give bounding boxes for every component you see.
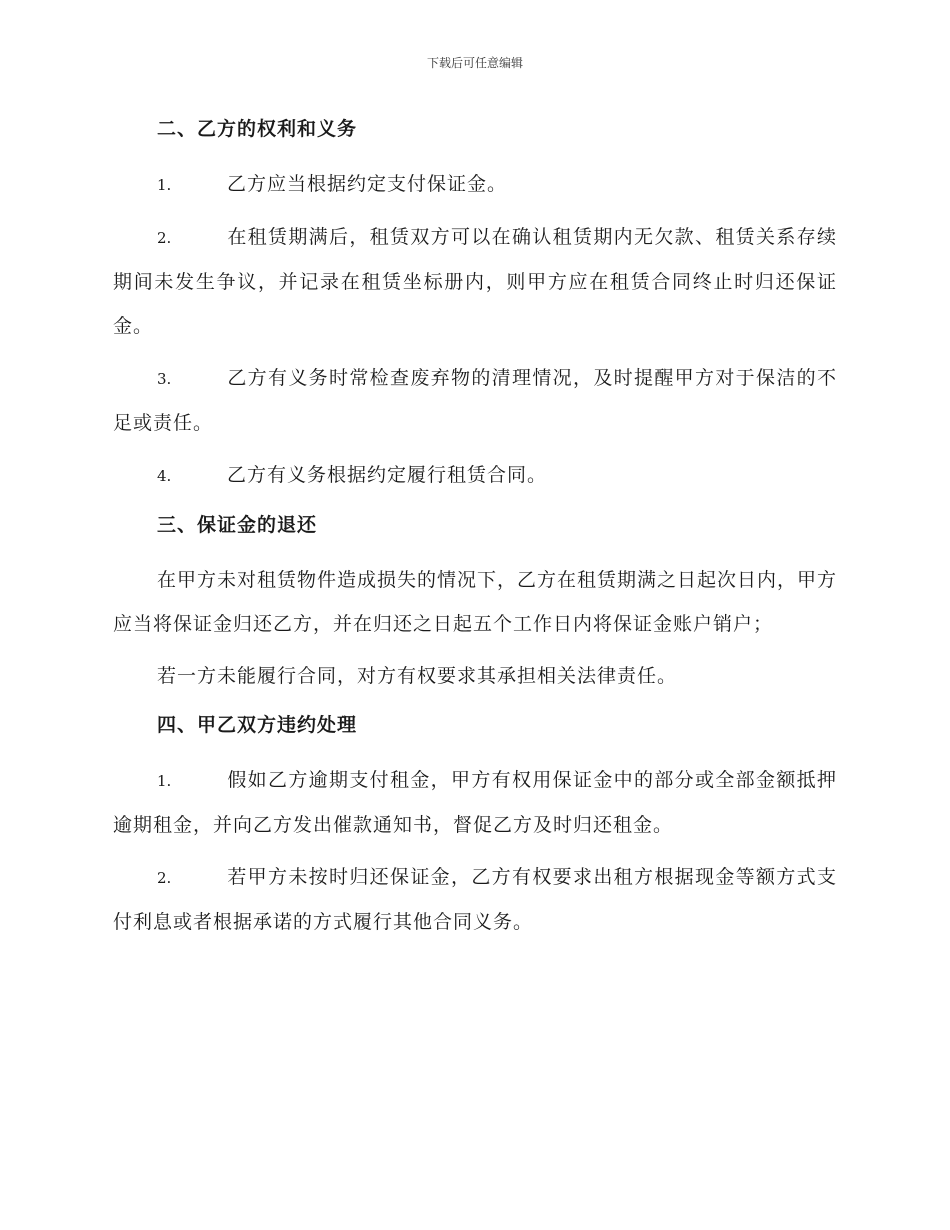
paragraph: 若一方未能履行合同，对方有权要求其承担相关法律责任。 [157,665,678,687]
item-text: 乙方应当根据约定支付保证金。 [227,173,508,195]
list-item [113,162,837,207]
item-number: 2. [157,869,172,887]
item-text: 乙方有义务时常检查废弃物的清理情况，及时提醒甲方对于保洁的不足或责任。 [113,367,837,434]
list-item [113,453,837,498]
item-text: 在租赁期满后，租赁双方可以在确认租赁期内无欠款、租赁关系存续期间未发生争议，并记录在租赁坐标册内，则甲方应在租赁合同终止时归还保证金。 [113,226,837,337]
section-heading-2: 二、乙方的权利和义务 [157,118,358,140]
list-item [113,215,837,348]
item-number: 3. [157,370,172,388]
item-number: 1. [157,772,172,790]
item-text: 若甲方未按时归还保证金，乙方有权要求出租方根据现金等额方式支付利息或者根据承诺的方式履行其他合同义务。 [113,866,837,933]
paragraph: 在甲方未对租赁物件造成损失的情况下，乙方在租赁期满之日起次日内，甲方应当将保证金归还乙方，并在归还之日起五个工作日内将保证金账户销户； [113,569,838,635]
item-number: 1. [157,176,172,194]
item-text: 假如乙方逾期支付租金，甲方有权用保证金中的部分或全部金额抵押逾期租金，并向乙方发出催款通知书，督促乙方及时归还租金。 [113,769,837,836]
page-header: 下载后可任意编辑 [426,56,523,70]
item-text: 乙方有义务根据约定履行租赁合同。 [227,464,548,486]
section-heading-3: 三、保证金的退还 [157,514,318,536]
list-item [113,356,837,445]
list-item [113,855,837,944]
item-number: 4. [157,467,172,485]
item-number: 2. [157,229,172,247]
section-heading-4: 四、甲乙双方违约处理 [157,714,358,736]
list-item [113,758,837,847]
document-body [113,110,837,952]
